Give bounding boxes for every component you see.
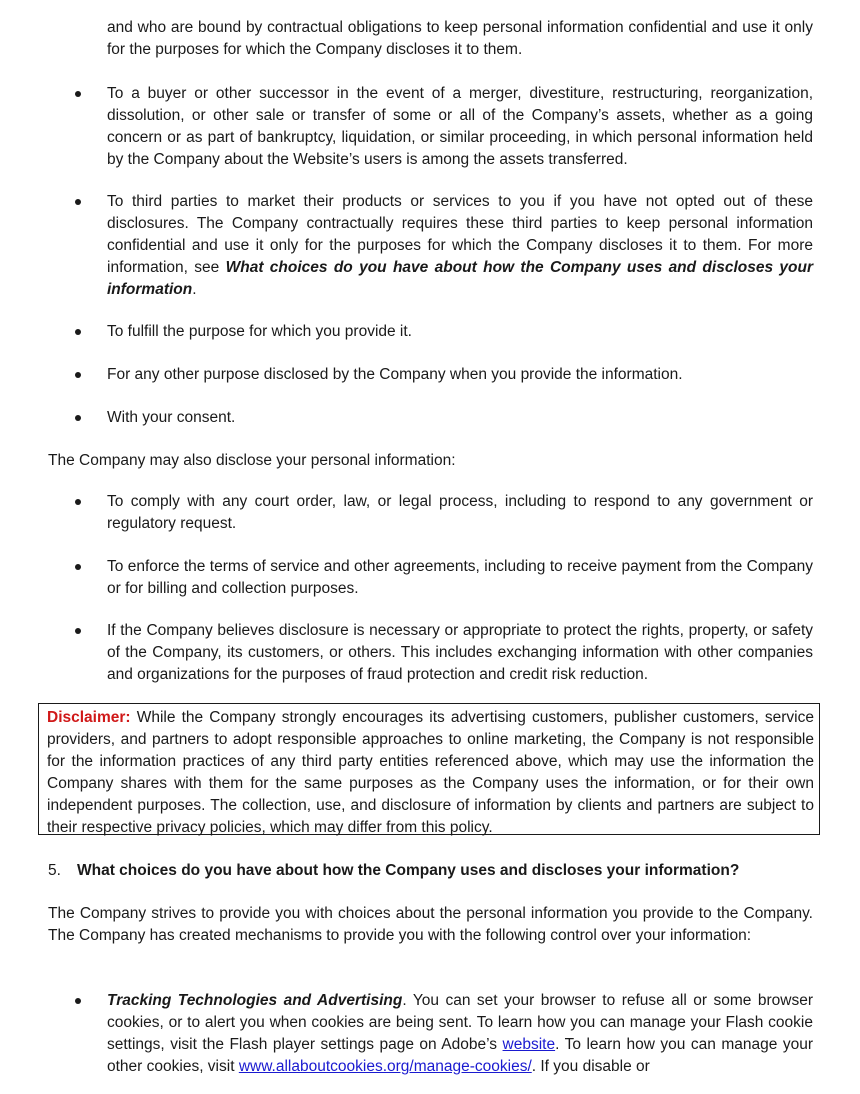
list-item <box>48 83 813 171</box>
list-item <box>48 990 813 1078</box>
bullet-icon <box>75 499 81 505</box>
paragraph: The Company may also disclose your personal information: <box>48 452 456 469</box>
disclaimer-text <box>47 707 814 839</box>
list-item-text: To enforce the terms of service and other agreements, including to receive payment from the Company or for billing and collection purposes. <box>107 558 813 597</box>
paragraph: The Company strives to provide you with choices about the personal information you provide to the Company. The Company has created mechanisms to provide you with the following control over your information: <box>48 905 813 944</box>
list-item-text: If the Company believes disclosure is necessary or appropriate to protect the rights, property, or safety of the Company, its customers, or others. This includes exchanging information with other companies and organizations for the purposes of fraud protection and credit risk reduction. <box>107 622 813 683</box>
list-item-text <box>107 990 813 1078</box>
section-reference: What choices do you have about how the Company uses and discloses your information <box>107 259 813 298</box>
list-item <box>48 620 813 686</box>
list-item-text: To a buyer or other successor in the event of a merger, divestiture, restructuring, reorganization, dissolution, or other sale or transfer of some or all of the Company’s assets, whether as a going concern or as part of bankruptcy, liquidation, or similar proceeding, in which personal information held by the Company about the Website’s users is among the assets transferred. <box>107 85 813 168</box>
list-item-text-part: To third parties to market their products or services to you if you have not opted out of these disclosures. The Company contractually requires these third parties to keep personal information confidential and use it only for the purposes for which the Company discloses it to them. For more information, see <box>107 193 813 276</box>
list-item <box>48 491 813 535</box>
list-item-text: For any other purpose disclosed by the Company when you provide the information. <box>107 366 683 383</box>
list-item-text: To comply with any court order, law, or legal process, including to respond to any government or regulatory request. <box>107 493 813 532</box>
adobe-website-link[interactable]: website <box>502 1036 556 1053</box>
disclaimer-label: Disclaimer: <box>47 709 131 726</box>
section-heading <box>48 860 813 882</box>
list-item-text <box>107 191 813 301</box>
list-item-text: To fulfill the purpose for which you provide it. <box>107 323 412 340</box>
bullet-icon <box>75 199 81 205</box>
allaboutcookies-link[interactable]: www.allaboutcookies.org/manage-cookies/ <box>238 1058 532 1075</box>
paragraph-continuation: and who are bound by contractual obligations to keep personal information confidential and use it only for the purposes for which the Company discloses it to them. <box>107 19 813 58</box>
list-item-text-part: . If you disable or <box>531 1058 650 1075</box>
list-item-text-part: . You can set your browser to refuse all or some browser cookies, or to alert you when cookies are being sent. To learn how you can manage your Flash cookie settings, visit the Flash player settings page on Adobe’s <box>107 992 813 1053</box>
list-item-text: With your consent. <box>107 409 236 426</box>
list-item <box>48 321 813 343</box>
disclaimer-body: While the Company strongly encourages its advertising customers, publisher customers, service providers, and partners to adopt responsible approaches to online marketing, the Company is not responsible for the information practices of any third party entities referenced above, which may use the information the Company shares with them for the same purposes as the Company uses the information, or for their own independent purposes. The collection, use, and disclosure of information by clients and partners are subject to their respective privacy policies, which may differ from this policy. <box>47 709 814 836</box>
list-item-heading: Tracking Technologies and Advertising <box>107 992 403 1009</box>
bullet-icon <box>75 998 81 1004</box>
bullet-icon <box>75 91 81 97</box>
bullet-icon <box>75 329 81 335</box>
list-item-text-part: . <box>192 281 197 298</box>
bullet-icon <box>75 564 81 570</box>
list-item <box>48 407 813 429</box>
list-item <box>48 364 813 386</box>
list-item <box>48 191 813 301</box>
bullet-icon <box>75 372 81 378</box>
list-item-text-part: . To learn how you can manage your other cookies, visit <box>107 1036 814 1075</box>
bullet-icon <box>75 415 81 421</box>
section-title: What choices do you have about how the Company uses and discloses your information? <box>77 862 740 879</box>
list-item <box>48 556 813 600</box>
bullet-icon <box>75 628 81 634</box>
section-number: 5. <box>48 862 61 879</box>
